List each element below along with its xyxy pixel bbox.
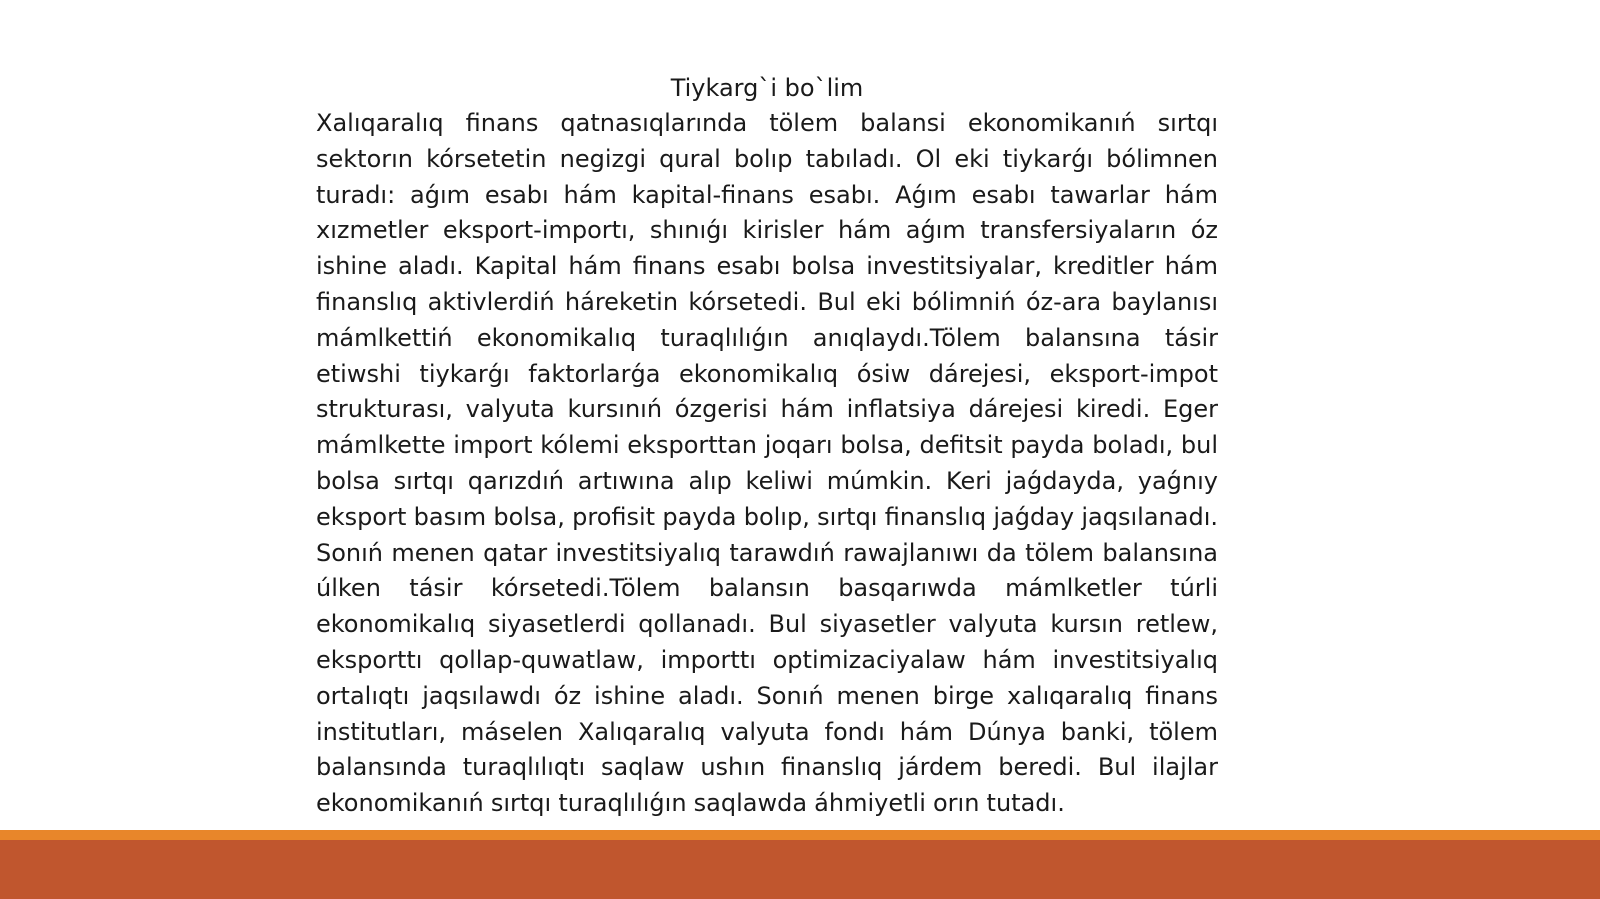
- footer-band: [0, 840, 1600, 899]
- slide-title: Tiykarg`i bo`lim: [670, 74, 864, 102]
- slide-body-text: Xalıqaralıq finans qatnasıqlarında tölem balansi ekonomikanıń sırtqı sektorın kórsetetin negizgi qural bolıp tabıladı. Ol eki tiykarǵı bólimnen turadı: aǵım esabı hám kapital-finans esabı. Aǵım esabı tawarlar hám xızmetler eksport-importı, shınıǵı kirisler hám aǵım transfersiyaların óz ishine aladı. Kapital hám finans esabı bolsa investitsiyalar, kreditler hám finanslıq aktivlerdiń háreketin kórsetedi. Bul eki bólimniń óz-ara baylanısı mámlkettiń ekonomikalıq turaqlılıǵın anıqlaydı.Tölem balansına tásir etiwshi tiykarǵı faktorlarǵa ekonomikalıq ósiw dárejesi, eksport-impot strukturası, valyuta kursınıń ózgerisi hám inflatsiya dárejesi kiredi. Eger mámlkette import kólemi eksporttan joqarı bolsa, defitsit payda boladı, bul bolsa sırtqı qarızdıń artıwına alıp keliwi múmkin. Keri jaǵdayda, yaǵnıy eksport basım bolsa, profisit payda bolıp, sırtqı finanslıq jaǵday jaqsılanadı. Sonıń menen qatar investitsiyalıq tarawdıń rawajlanıwı da tölem balansına úlken tásir kórsetedi.Tölem balansın basqarıwda mámlketler túrli ekonomikalıq siyasetlerdi qollanadı. Bul siyasetler valyuta kursın retlew, eksporttı qollap-quwatlaw, importtı optimizaciyalaw hám investitsiyalıq ortalıqtı jaqsılawdı óz ishine aladı. Sonıń menen birge xalıqaralıq finans institutları, máselen Xalıqaralıq valyuta fondı hám Dúnya banki, tölem balansında turaqlılıqtı saqlaw ushın finanslıq járdem beredi. Bul ilajlar ekonomikanıń sırtqı turaqlılıǵın saqlawda áhmiyetli orın tutadı.: [316, 109, 1218, 818]
- footer-accent-line: [0, 830, 1600, 840]
- slide-content: [316, 70, 1218, 822]
